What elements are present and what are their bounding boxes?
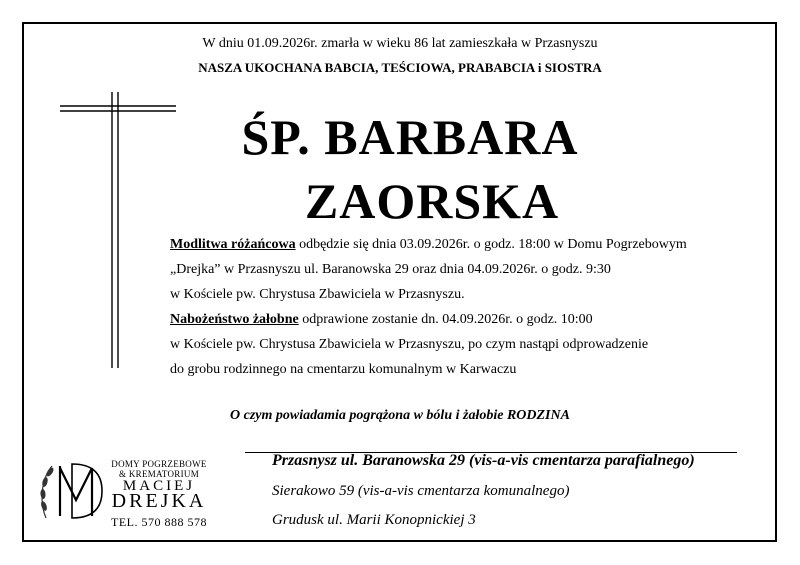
family-relation-line: NASZA UKOCHANA BABCIA, TEŚCIOWA, PRABABCIA i SIOSTRA bbox=[198, 60, 602, 75]
rosary-line3: w Kościele pw. Chrystusa Zbawiciela w Przasnyszu. bbox=[170, 287, 465, 302]
address-grudusk: Grudusk ul. Marii Konopnickiej 3 bbox=[272, 512, 476, 528]
mass-text1: odprawione zostanie dn. 04.09.2026r. o godz. 10:00 bbox=[298, 312, 593, 327]
rosary-line1 bbox=[170, 237, 687, 253]
firm-line2: & KREMATORIUM bbox=[119, 469, 199, 479]
deceased-name-line1: ŚP. BARBARA bbox=[241, 109, 579, 165]
mass-label: Nabożeństwo żałobne bbox=[170, 312, 299, 327]
mass-line2: w Kościele pw. Chrystusa Zbawiciela w Przasnyszu, po czym nastąpi odprowadzenie bbox=[170, 337, 649, 352]
mass-line1 bbox=[170, 312, 593, 328]
address-przasnysz: Przasnysz ul. Baranowska 29 (vis-a-vis cmentarza parafialnego) bbox=[272, 452, 695, 469]
deceased-name-line2: ZAORSKA bbox=[304, 173, 560, 229]
rosary-line2: „Drejka” w Przasnyszu ul. Baranowska 29 oraz dnia 04.09.2026r. o godz. 9:30 bbox=[170, 262, 611, 277]
firm-owner-last: DREJKA bbox=[111, 490, 207, 512]
rosary-text1: odbędzie się dnia 03.09.2026r. o godz. 18:00 w Domu Pogrzebowym bbox=[295, 237, 687, 252]
death-announcement-line: W dniu 01.09.2026r. zmarła w wieku 86 lat zamieszkała w Przasnyszu bbox=[202, 36, 598, 51]
firm-owner-first: MACIEJ bbox=[122, 478, 196, 494]
closing-line: O czym powiadamia pogrążona w bólu i żałobie RODZINA bbox=[230, 408, 570, 423]
firm-phone: TEL. 570 888 578 bbox=[111, 515, 207, 529]
firm-line1: DOMY POGRZEBOWE bbox=[111, 459, 207, 469]
mass-line3: do grobu rodzinnego na cmentarzu komunalnym w Karwaczu bbox=[170, 362, 517, 377]
rosary-label: Modlitwa różańcowa bbox=[170, 237, 296, 252]
address-sierakowo: Sierakowo 59 (vis-a-vis cmentarza komunalnego) bbox=[272, 483, 570, 499]
